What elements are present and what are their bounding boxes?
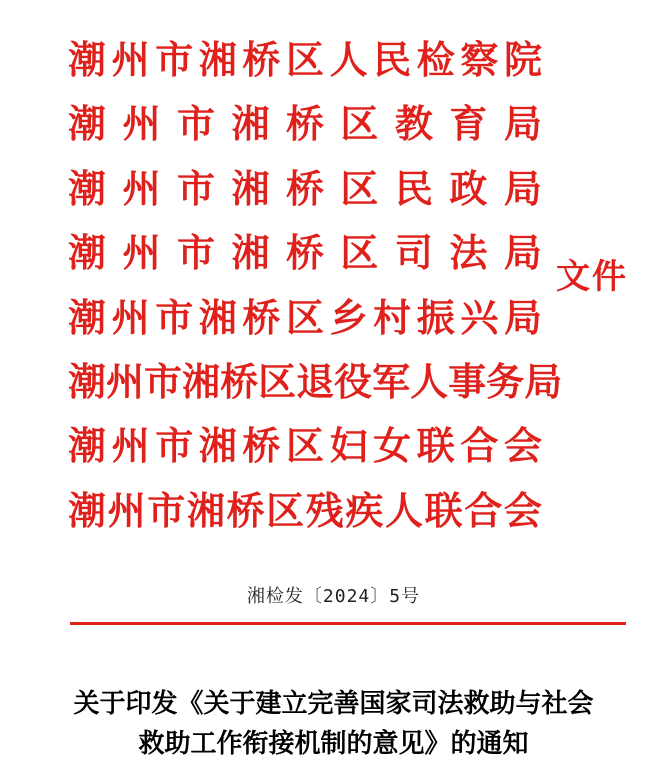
issuer-disabled-persons-federation: 潮 州 市 湘 桥 区 残 疾 人 联 合 会 [68,487,542,533]
issuer-rural-revitalization-bureau: 潮 州 市 湘 桥 区 乡 村 振 兴 局 [68,294,542,340]
issuer-education-bureau: 潮 州 市 湘 桥 区 教 育 局 [68,101,542,147]
issuer-list [68,28,563,543]
document-number: 湘检发〔2024〕5号 [246,586,421,607]
issuer-justice-bureau: 潮 州 市 湘 桥 区 司 法 局 [68,230,542,276]
notice-title-line-1: 关于印发《关于建立完善国家司法救助与社会 [73,689,594,719]
issuer-civil-affairs-bureau: 潮 州 市 湘 桥 区 民 政 局 [68,165,542,211]
issuer-womens-federation: 潮 州 市 湘 桥 区 妇 女 联 合 会 [68,423,542,469]
document-suffix: 文件 [556,257,628,297]
notice-title-line-2: 救助工作衔接机制的意见》的通知 [138,729,529,759]
notice-title [40,684,627,764]
red-divider [70,622,626,625]
issuer-procuratorate: 潮 州 市 湘 桥 区 人 民 检 察 院 [68,37,542,82]
issuer-veterans-affairs-bureau: 潮 州 市 湘 桥 区 退 役 军 人 事 务 局 [68,358,563,404]
